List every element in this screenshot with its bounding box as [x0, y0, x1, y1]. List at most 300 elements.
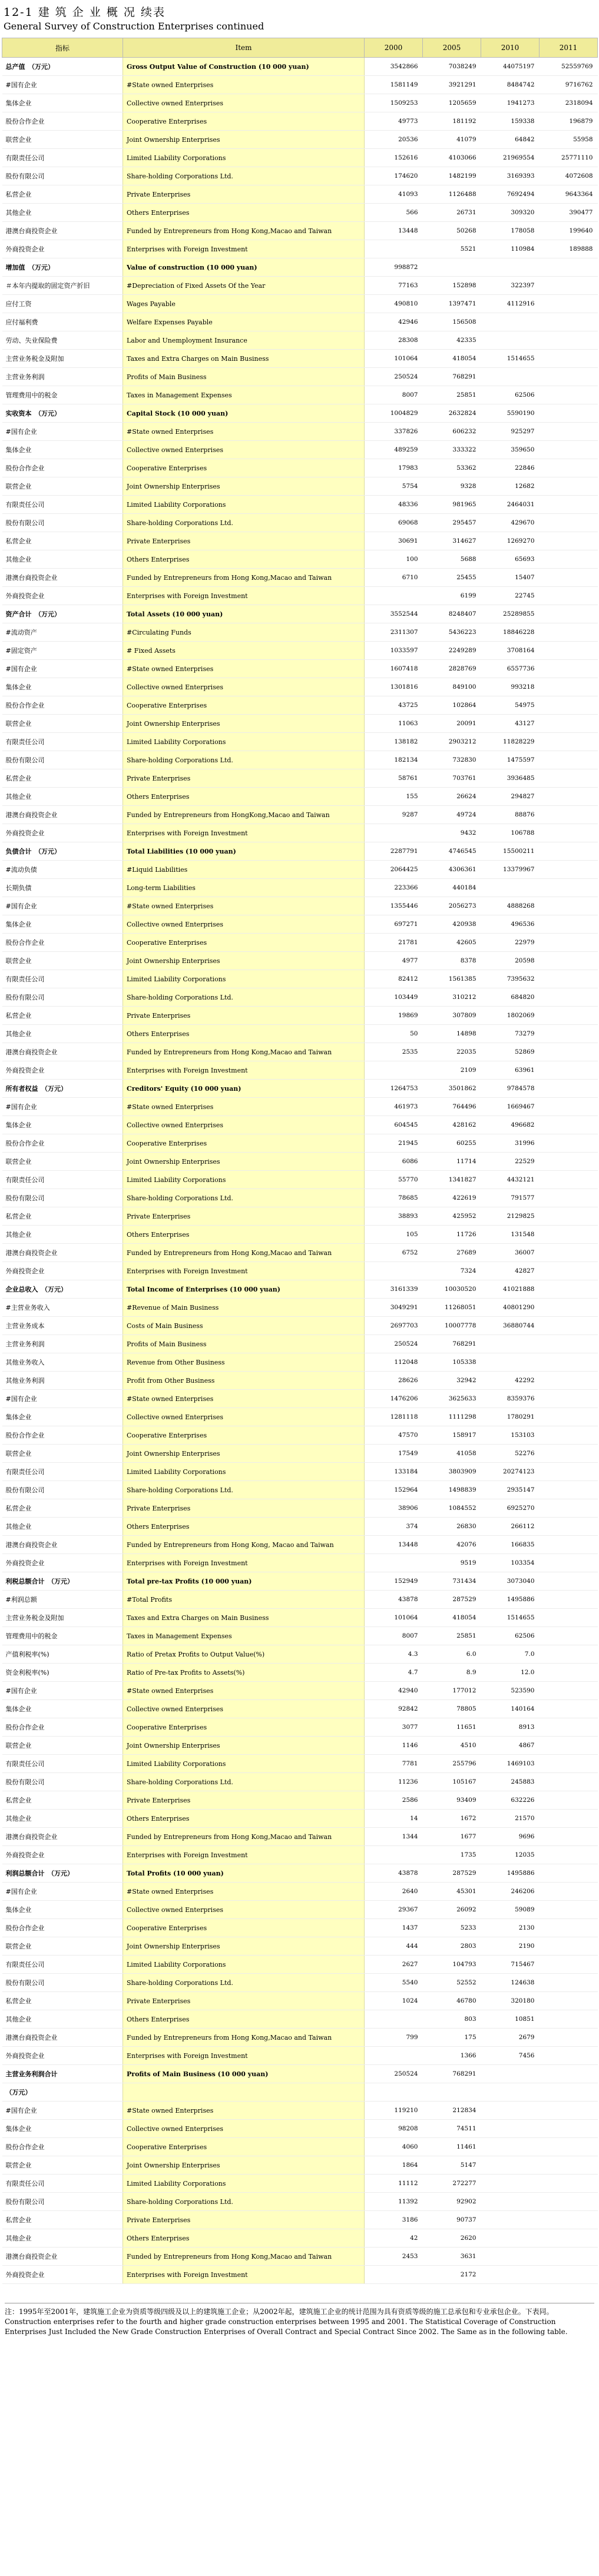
value-2010: 178058 — [481, 222, 540, 240]
row-label-zh: 主营业务税金及附加 — [2, 1609, 123, 1627]
row-label-zh: 外商投资企业 — [2, 1262, 123, 1280]
row-label-en — [123, 2083, 365, 2102]
value-2011 — [540, 2175, 598, 2193]
value-2011 — [540, 1116, 598, 1134]
row-label-zh: 私营企业 — [2, 1207, 123, 1226]
row-label-zh: 港澳台商投资企业 — [2, 2248, 123, 2266]
value-2011 — [540, 642, 598, 660]
value-2011 — [540, 459, 598, 477]
table-row — [2, 587, 598, 605]
value-2000: 250524 — [365, 2065, 423, 2083]
value-2000: 103449 — [365, 988, 423, 1007]
value-2010: 2129825 — [481, 1207, 540, 1226]
value-2000: 11063 — [365, 715, 423, 733]
row-label-zh: #国有企业 — [2, 423, 123, 441]
row-label-en: Long-term Liabilities — [123, 879, 365, 897]
row-label-en: Joint Ownership Enterprises — [123, 1737, 365, 1755]
value-2000: 1344 — [365, 1828, 423, 1846]
page-title-en: General Survey of Construction Enterprises continued — [4, 21, 264, 32]
value-2005: 768291 — [423, 1335, 481, 1353]
value-2000: 2064425 — [365, 861, 423, 879]
value-2005: 768291 — [423, 368, 481, 386]
row-label-en: Profits of Main Business (10 000 yuan) — [123, 2065, 365, 2083]
table-row — [2, 660, 598, 678]
value-2000 — [365, 1846, 423, 1864]
value-2010: 9784578 — [481, 1080, 540, 1098]
value-2005: 2828769 — [423, 660, 481, 678]
value-2011 — [540, 1791, 598, 1810]
value-2005: 310212 — [423, 988, 481, 1007]
value-2011 — [540, 623, 598, 642]
row-label-en: #Total Profits — [123, 1591, 365, 1609]
row-label-zh: #流动资产 — [2, 623, 123, 642]
row-label-zh: #固定资产 — [2, 642, 123, 660]
value-2010: 266112 — [481, 1518, 540, 1536]
row-label-en: #Circulating Funds — [123, 623, 365, 642]
row-label-en: Funded by Entrepreneurs from Hong Kong,Macao and Taiwan — [123, 222, 365, 240]
value-2005: 732830 — [423, 751, 481, 769]
row-label-zh: 总产值 （万元） — [2, 58, 123, 76]
value-2011 — [540, 1390, 598, 1408]
row-label-en: Enterprises with Foreign Investment — [123, 240, 365, 258]
table-row — [2, 1846, 598, 1864]
value-2010: 4112916 — [481, 295, 540, 313]
value-2000: 138182 — [365, 733, 423, 751]
value-2005: 4510 — [423, 1737, 481, 1755]
value-2010: 20598 — [481, 952, 540, 970]
row-label-zh: 利润总额合计 （万元） — [2, 1864, 123, 1883]
value-2005: 74511 — [423, 2120, 481, 2138]
value-2000: 250524 — [365, 1335, 423, 1353]
row-label-en: Funded by Entrepreneurs from Hong Kong,Macao and Taiwan — [123, 569, 365, 587]
header-row — [2, 38, 598, 58]
value-2005: 5688 — [423, 550, 481, 569]
value-2010: 11828229 — [481, 733, 540, 751]
row-label-en: Cooperative Enterprises — [123, 696, 365, 715]
row-label-zh: 外商投资企业 — [2, 1846, 123, 1864]
row-label-zh: 联营企业 — [2, 1445, 123, 1463]
value-2011 — [540, 2029, 598, 2047]
value-2005: 7324 — [423, 1262, 481, 1280]
row-label-en: Private Enterprises — [123, 1207, 365, 1226]
value-2005: 52552 — [423, 1974, 481, 1992]
value-2011 — [540, 1572, 598, 1591]
value-2010: 63961 — [481, 1061, 540, 1080]
value-2000: 6752 — [365, 1244, 423, 1262]
value-2010: 22529 — [481, 1153, 540, 1171]
value-2011 — [540, 842, 598, 861]
value-2010 — [481, 2248, 540, 2266]
row-label-en: #Revenue of Main Business — [123, 1299, 365, 1317]
value-2010: 2130 — [481, 1919, 540, 1937]
row-label-zh: 应付工资 — [2, 295, 123, 313]
value-2011 — [540, 1153, 598, 1171]
row-label-zh: 有限责任公司 — [2, 1463, 123, 1481]
value-2010: 6925270 — [481, 1499, 540, 1518]
row-label-en: Others Enterprises — [123, 550, 365, 569]
table-row — [2, 1262, 598, 1280]
row-label-zh: 私营企业 — [2, 1499, 123, 1518]
value-2005: 7038249 — [423, 58, 481, 76]
value-2011 — [540, 331, 598, 350]
value-2010 — [481, 2156, 540, 2175]
value-2005: 46780 — [423, 1992, 481, 2010]
survey-table — [2, 38, 598, 2284]
row-label-zh: 有限责任公司 — [2, 970, 123, 988]
value-2000: 9287 — [365, 806, 423, 824]
row-label-en: Collective owned Enterprises — [123, 678, 365, 696]
value-2005: 41058 — [423, 1445, 481, 1463]
table-row — [2, 404, 598, 423]
table-row — [2, 2102, 598, 2120]
value-2011 — [540, 769, 598, 788]
table-row — [2, 368, 598, 386]
row-label-zh: 其他企业 — [2, 1518, 123, 1536]
value-2000: 1033597 — [365, 642, 423, 660]
table-row — [2, 988, 598, 1007]
value-2010: 25289855 — [481, 605, 540, 623]
value-2010: 54975 — [481, 696, 540, 715]
table-row — [2, 1828, 598, 1846]
row-label-en: Private Enterprises — [123, 532, 365, 550]
table-row — [2, 733, 598, 751]
row-label-en: Funded by Entrepreneurs from HongKong,Macao and Taiwan — [123, 806, 365, 824]
row-label-zh: 有限责任公司 — [2, 1171, 123, 1189]
value-2011 — [540, 1007, 598, 1025]
row-label-en: Others Enterprises — [123, 2229, 365, 2248]
row-label-zh: 集体企业 — [2, 678, 123, 696]
row-label-zh: 其他企业 — [2, 1810, 123, 1828]
value-2000: 78685 — [365, 1189, 423, 1207]
value-2000: 98208 — [365, 2120, 423, 2138]
table-row — [2, 2047, 598, 2065]
value-2010 — [481, 1335, 540, 1353]
table-row — [2, 1919, 598, 1937]
row-label-en: Private Enterprises — [123, 1007, 365, 1025]
value-2010: 3936485 — [481, 769, 540, 788]
value-2005: 1341827 — [423, 1171, 481, 1189]
table-row — [2, 423, 598, 441]
value-2010 — [481, 2138, 540, 2156]
value-2005: 41079 — [423, 131, 481, 149]
row-label-zh: 外商投资企业 — [2, 1554, 123, 1572]
row-label-zh: 港澳台商投资企业 — [2, 569, 123, 587]
value-2011 — [540, 806, 598, 824]
value-2000 — [365, 2266, 423, 2284]
row-label-en: #State owned Enterprises — [123, 76, 365, 94]
row-label-zh: 外商投资企业 — [2, 240, 123, 258]
value-2011 — [540, 1737, 598, 1755]
value-2010: 2464031 — [481, 496, 540, 514]
row-label-en: Collective owned Enterprises — [123, 1901, 365, 1919]
value-2010: 106788 — [481, 824, 540, 842]
value-2005: 8.9 — [423, 1664, 481, 1682]
value-2011 — [540, 550, 598, 569]
value-2010: 4432121 — [481, 1171, 540, 1189]
value-2011 — [540, 1919, 598, 1937]
value-2011: 4072608 — [540, 167, 598, 185]
value-2000: 13448 — [365, 1536, 423, 1554]
value-2010: 15500211 — [481, 842, 540, 861]
value-2005: 425952 — [423, 1207, 481, 1226]
row-label-zh: #国有企业 — [2, 660, 123, 678]
value-2000: 8007 — [365, 386, 423, 404]
value-2000: 112048 — [365, 1353, 423, 1372]
row-label-en: Limited Liability Corporations — [123, 149, 365, 167]
value-2005: 803 — [423, 2010, 481, 2029]
value-2000: 20536 — [365, 131, 423, 149]
table-row — [2, 1901, 598, 1919]
value-2010: 88876 — [481, 806, 540, 824]
value-2011 — [540, 1682, 598, 1700]
table-row — [2, 678, 598, 696]
header-item: Item — [123, 38, 365, 58]
value-2005: 849100 — [423, 678, 481, 696]
row-label-zh: 主营业务利润合计 — [2, 2065, 123, 2083]
value-2010: 1469103 — [481, 1755, 540, 1773]
table-row — [2, 1390, 598, 1408]
value-2000: 8007 — [365, 1627, 423, 1645]
table-row — [2, 1426, 598, 1445]
value-2011 — [540, 295, 598, 313]
value-2011 — [540, 824, 598, 842]
value-2005: 1111298 — [423, 1408, 481, 1426]
row-label-en: #State owned Enterprises — [123, 2102, 365, 2120]
table-row — [2, 240, 598, 258]
table-row — [2, 2229, 598, 2248]
table-row — [2, 331, 598, 350]
table-row — [2, 1408, 598, 1426]
row-label-en: Collective owned Enterprises — [123, 2120, 365, 2138]
value-2000: 28626 — [365, 1372, 423, 1390]
footnote-zh: 注：1995年至2001年，建筑施工企业为资质等级四级及以上的建筑施工企业；从2002年起，建筑施工企业的统计范围为具有资质等级的施工总承包和专业承包企业。下表同。 — [5, 2308, 554, 2316]
table-row — [2, 1499, 598, 1518]
row-label-zh: 股份有限公司 — [2, 1481, 123, 1499]
value-2011 — [540, 423, 598, 441]
value-2010: 925297 — [481, 423, 540, 441]
value-2010: 8913 — [481, 1718, 540, 1737]
table-row — [2, 2248, 598, 2266]
value-2000: 2453 — [365, 2248, 423, 2266]
value-2000: 3552544 — [365, 605, 423, 623]
value-2000: 1581149 — [365, 76, 423, 94]
table-row — [2, 842, 598, 861]
value-2000: 3077 — [365, 1718, 423, 1737]
value-2010 — [481, 2120, 540, 2138]
row-label-en: Gross Output Value of Construction (10 000 yuan) — [123, 58, 365, 76]
header-indicator: 指标 — [2, 38, 123, 58]
row-label-en: Profit from Other Business — [123, 1372, 365, 1390]
value-2005: 1397471 — [423, 295, 481, 313]
row-label-en: Private Enterprises — [123, 1992, 365, 2010]
value-2011 — [540, 1846, 598, 1864]
value-2005: 2632824 — [423, 404, 481, 423]
row-label-en: Taxes and Extra Charges on Main Business — [123, 1609, 365, 1627]
value-2005: 4746545 — [423, 842, 481, 861]
value-2000: 566 — [365, 204, 423, 222]
value-2011: 52559769 — [540, 58, 598, 76]
row-label-en: Joint Ownership Enterprises — [123, 477, 365, 496]
value-2000: 19869 — [365, 1007, 423, 1025]
value-2010: 715467 — [481, 1956, 540, 1974]
table-row — [2, 1664, 598, 1682]
value-2005: 418054 — [423, 350, 481, 368]
value-2005: 2903212 — [423, 733, 481, 751]
value-2011 — [540, 2120, 598, 2138]
table-row — [2, 514, 598, 532]
value-2010: 1669467 — [481, 1098, 540, 1116]
table-row — [2, 861, 598, 879]
row-label-zh: #国有企业 — [2, 1390, 123, 1408]
row-label-zh: 港澳台商投资企业 — [2, 1828, 123, 1846]
value-2005: 5147 — [423, 2156, 481, 2175]
value-2005: 10007778 — [423, 1317, 481, 1335]
value-2000: 43725 — [365, 696, 423, 715]
row-label-en: Cooperative Enterprises — [123, 459, 365, 477]
value-2000: 374 — [365, 1518, 423, 1536]
value-2005: 3631 — [423, 2248, 481, 2266]
value-2000 — [365, 1262, 423, 1280]
row-label-zh: 集体企业 — [2, 1901, 123, 1919]
value-2010: 6557736 — [481, 660, 540, 678]
table-row — [2, 295, 598, 313]
value-2010: 42827 — [481, 1262, 540, 1280]
row-label-en: Collective owned Enterprises — [123, 1700, 365, 1718]
value-2005: 105167 — [423, 1773, 481, 1791]
value-2010: 993218 — [481, 678, 540, 696]
table-row — [2, 788, 598, 806]
row-label-en: Share-holding Corporations Ltd. — [123, 751, 365, 769]
value-2011 — [540, 368, 598, 386]
value-2000: 155 — [365, 788, 423, 806]
value-2005: 22035 — [423, 1043, 481, 1061]
value-2005 — [423, 258, 481, 277]
value-2011 — [540, 2010, 598, 2029]
value-2011 — [540, 277, 598, 295]
value-2010: 1802069 — [481, 1007, 540, 1025]
value-2005: 177012 — [423, 1682, 481, 1700]
row-label-zh: 有限责任公司 — [2, 1956, 123, 1974]
value-2005: 2056273 — [423, 897, 481, 915]
value-2011 — [540, 1025, 598, 1043]
table-row — [2, 897, 598, 915]
row-label-en: Funded by Entrepreneurs from Hong Kong, Macao and Taiwan — [123, 1536, 365, 1554]
value-2011 — [540, 879, 598, 897]
table-row — [2, 1226, 598, 1244]
row-label-zh: 其他业务收入 — [2, 1353, 123, 1372]
row-label-zh: 主营业务利润 — [2, 1335, 123, 1353]
value-2005: 420938 — [423, 915, 481, 934]
value-2011 — [540, 2083, 598, 2102]
value-2005: 42605 — [423, 934, 481, 952]
table-row — [2, 1700, 598, 1718]
row-label-zh: 集体企业 — [2, 441, 123, 459]
value-2000: 697271 — [365, 915, 423, 934]
row-label-zh: 联营企业 — [2, 715, 123, 733]
table-row — [2, 1737, 598, 1755]
row-label-en: Share-holding Corporations Ltd. — [123, 1189, 365, 1207]
row-label-en: Taxes and Extra Charges on Main Business — [123, 350, 365, 368]
value-2000: 1004829 — [365, 404, 423, 423]
row-label-en: Welfare Expenses Payable — [123, 313, 365, 331]
value-2000: 13448 — [365, 222, 423, 240]
row-label-en: #State owned Enterprises — [123, 1883, 365, 1901]
value-2011 — [540, 1335, 598, 1353]
value-2010: 3708164 — [481, 642, 540, 660]
value-2010: 8359376 — [481, 1390, 540, 1408]
value-2010: 73279 — [481, 1025, 540, 1043]
value-2011 — [540, 1828, 598, 1846]
table-row — [2, 696, 598, 715]
value-2011: 2318094 — [540, 94, 598, 112]
value-2005: 49724 — [423, 806, 481, 824]
value-2005: 1126488 — [423, 185, 481, 204]
value-2000: 49773 — [365, 112, 423, 131]
value-2010: 684820 — [481, 988, 540, 1007]
value-2011 — [540, 696, 598, 715]
table-row — [2, 1864, 598, 1883]
value-2005: 53362 — [423, 459, 481, 477]
table-row — [2, 1755, 598, 1773]
value-2011 — [540, 788, 598, 806]
value-2011 — [540, 1353, 598, 1372]
value-2005: 440184 — [423, 879, 481, 897]
row-label-zh: 港澳台商投资企业 — [2, 2029, 123, 2047]
value-2010: 309320 — [481, 204, 540, 222]
table-row — [2, 1153, 598, 1171]
value-2011 — [540, 605, 598, 623]
value-2011 — [540, 715, 598, 733]
value-2011 — [540, 934, 598, 952]
row-label-en: Share-holding Corporations Ltd. — [123, 988, 365, 1007]
value-2000: 38893 — [365, 1207, 423, 1226]
value-2010: 1475597 — [481, 751, 540, 769]
value-2010: 1495886 — [481, 1864, 540, 1883]
value-2000: 11112 — [365, 2175, 423, 2193]
row-label-en: Funded by Entrepreneurs from Hong Kong,Macao and Taiwan — [123, 1244, 365, 1262]
value-2010: 21570 — [481, 1810, 540, 1828]
value-2011 — [540, 1080, 598, 1098]
value-2000: 2640 — [365, 1883, 423, 1901]
value-2011 — [540, 1700, 598, 1718]
value-2010: 246206 — [481, 1883, 540, 1901]
value-2011: 390477 — [540, 204, 598, 222]
value-2000: 21781 — [365, 934, 423, 952]
value-2010: 31996 — [481, 1134, 540, 1153]
table-row — [2, 1244, 598, 1262]
value-2011 — [540, 1755, 598, 1773]
row-label-zh: 资产合计 （万元） — [2, 605, 123, 623]
header-year-2000: 2000 — [365, 38, 423, 58]
value-2011 — [540, 404, 598, 423]
value-2000: 2287791 — [365, 842, 423, 861]
value-2010: 18846228 — [481, 623, 540, 642]
value-2005: 3803909 — [423, 1463, 481, 1481]
row-label-en: Total Income of Enterprises (10 000 yuan) — [123, 1280, 365, 1299]
row-label-zh: 利税总额合计 （万元） — [2, 1572, 123, 1591]
row-label-zh: 增加值 （万元） — [2, 258, 123, 277]
value-2011 — [540, 1299, 598, 1317]
value-2005: 32942 — [423, 1372, 481, 1390]
row-label-en: Limited Liability Corporations — [123, 733, 365, 751]
value-2005: 1677 — [423, 1828, 481, 1846]
table-row — [2, 2029, 598, 2047]
row-label-zh: 股份合作企业 — [2, 459, 123, 477]
row-label-zh: 股份合作企业 — [2, 1919, 123, 1937]
value-2000: 101064 — [365, 1609, 423, 1627]
row-label-zh: 其他企业 — [2, 2010, 123, 2029]
value-2000 — [365, 587, 423, 605]
